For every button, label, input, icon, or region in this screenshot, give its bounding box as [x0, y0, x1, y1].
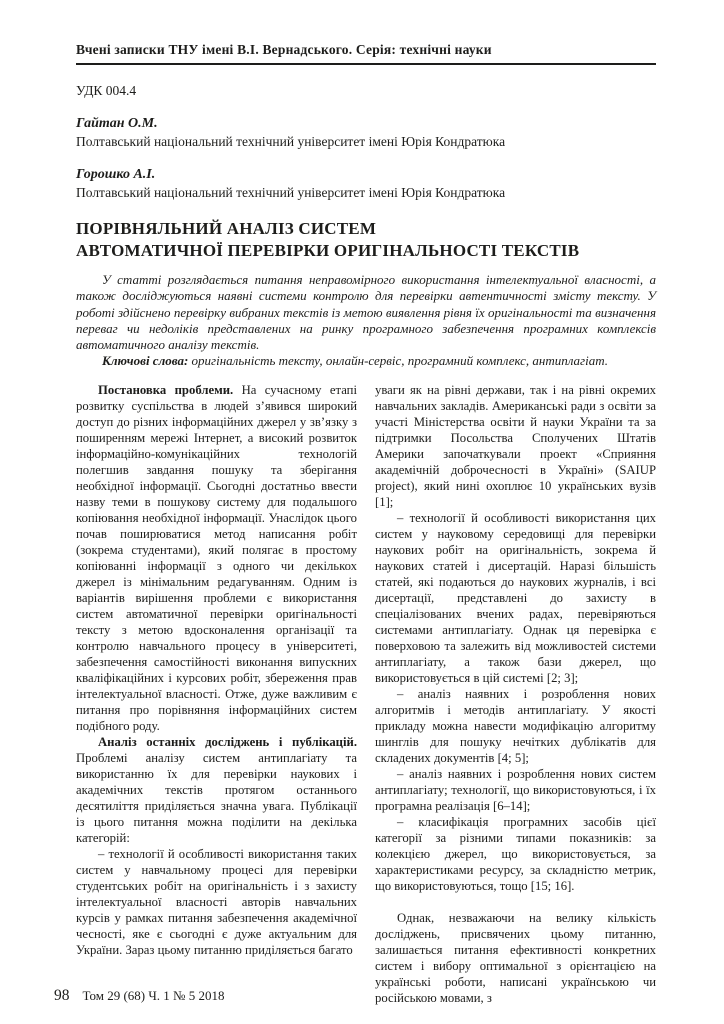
abstract-text: У статті розглядається питання неправомірного використання інтелектуальної власності, а також досліджуються наявні системи контролю для перевірки автентичності змісту тексту. У роботі здійснено перевірку вибраних текстів із метою виявлення рівня їх оригінальності та визначення переваг чи недоліків представлених на ринку програмного забезпечення програмних комплексів автоматичного аналізу текстів. [76, 272, 656, 353]
journal-header [76, 42, 656, 65]
page-footer [54, 987, 224, 1004]
paragraph-lead: Аналіз останніх досліджень і публікацій. [98, 734, 357, 749]
paragraph: – технології й особливості використання таких систем у навчальному процесі для перевірки студентських робіт на оригінальність і з захисту інтелектуальної власності авторів навчальних курсів у рамках питання забезпечення академічної чесності, яке є сьогодні є дуже актуальним для України. Зараз цьому питанню приділяється багато [76, 846, 357, 957]
article-title [76, 218, 656, 262]
paragraph: – класифікація програмних засобів цієї категорії за різними типами показників: за колекцією джерел, що використовується, за характеристиками ресурсу, за складністю метрик, що використовуються, тощо [15; 16]. [375, 814, 656, 893]
author-affiliation: Полтавський національний технічний університет імені Юрія Кондратюка [76, 134, 506, 149]
authors-block [76, 116, 656, 200]
paragraph-lead: Постановка проблеми. [98, 382, 242, 397]
header-rule [76, 63, 656, 65]
author-name: Горошко А.І. [76, 167, 156, 182]
paragraph: Аналіз останніх досліджень і публікацій. Проблемі аналізу систем антиплагіату та використанню їх для перевірки наукових і академічних текстів протягом останнього десятиліття приділяється значна увага. Публікації із цього питання можна поділити на декілька категорій: [76, 734, 357, 845]
right-column [375, 382, 656, 1006]
udc-code: УДК 004.4 [76, 83, 137, 98]
article-title-line1: ПОРІВНЯЛЬНИЙ АНАЛІЗ СИСТЕМ [76, 219, 377, 238]
keywords-label: Ключові слова: [102, 353, 189, 369]
page-number: 98 [54, 987, 70, 1004]
left-column [76, 382, 357, 1006]
paragraph: – аналіз наявних і розроблення нових алгоритмів і методів антиплагіату. У якості прикладу можна навести модифікацію алгоритму шинглів для пошуку нечітких дублікатів для складених документів [4; 5]; [375, 686, 656, 765]
article-title-line2: АВТОМАТИЧНОЇ ПЕРЕВІРКИ ОРИГІНАЛЬНОСТІ ТЕКСТІВ [76, 241, 580, 260]
paragraph: уваги як на рівні держави, так і на рівні окремих навчальних закладів. Американські ради з освіти за участі Міністерства освіти й науки України та за підтримки Посольства Сполучених Штатів Америки започаткували проект «Сприяння академічній доброчесності в Україні» (SAIUP project), який нині охоплює 10 українських вузів [1]; [375, 382, 656, 509]
keywords-line [76, 353, 656, 369]
author-affiliation: Полтавський національний технічний університет імені Юрія Кондратюка [76, 185, 506, 200]
author-name: Гайтан О.М. [76, 116, 158, 131]
paragraph: Однак, незважаючи на велику кількість досліджень, присвячених цьому питанню, залишається питання ефективності конкретних систем і вибору оптимальної з орієнтацією на українські роботи, написані українською чи російською мовами, з [375, 910, 656, 1005]
paragraph: Постановка проблеми. На сучасному етапі розвитку суспільства в людей з’явився широкий доступ до різних інформаційних джерел у зв’язку з поширенням мережі Інтернет, а високий розвиток інформаційно-комунікаційних технологій полегшив завдання пошуку та зберігання необхідної інформації. Сьогодні достатньо ввести назву теми в пошукову систему для подальшого копіювання необхідної інформації. Унаслідок цього почав поширюватися метод написання робіт (зокрема студентами), який полягає в простому копіюванні інформації з одного чи декількох джерел із мінімальним редагуванням. Одним із варіантів вирішення проблеми є використання систем автоматичної перевірки оригінальності тексту з метою вдосконалення організації та контролю навчального процесу в університеті, забезпечення самостійності виконання випускних кваліфікаційних і курсових робіт, збереження прав інтелектуальної власності. Отже, дуже важливим є питання про порівняння інформаційних систем подібного роду. [76, 382, 357, 733]
paragraph: – технології й особливості використання цих систем у науковому середовищі для перевірки наукових робіт на оригінальність, зокрема й наукових статей і дисертацій. Наразі більшість статей, які подаються до наукових журналів, і всі дисертації, представлені до захисту в спеціалізованих вчених радах, перевіряються системами антиплагіату. Однак ця перевірка є поверховою та залежить від можливостей системи антиплагіату, а також бази джерел, що використовується в цій системі [2; 3]; [375, 510, 656, 685]
volume-info: Том 29 (68) Ч. 1 № 5 2018 [82, 988, 225, 1003]
article-body [76, 382, 656, 1006]
keywords-text: оригінальність тексту, онлайн-сервіс, програмний комплекс, антиплагіат. [188, 353, 609, 369]
paragraph: – аналіз наявних і розроблення нових систем антиплагіату; технології, що використовуються, і їх програмна реалізація [6–14]; [375, 766, 656, 813]
journal-title: Вчені записки ТНУ імені В.І. Вернадського. Серія: технічні науки [76, 42, 492, 57]
